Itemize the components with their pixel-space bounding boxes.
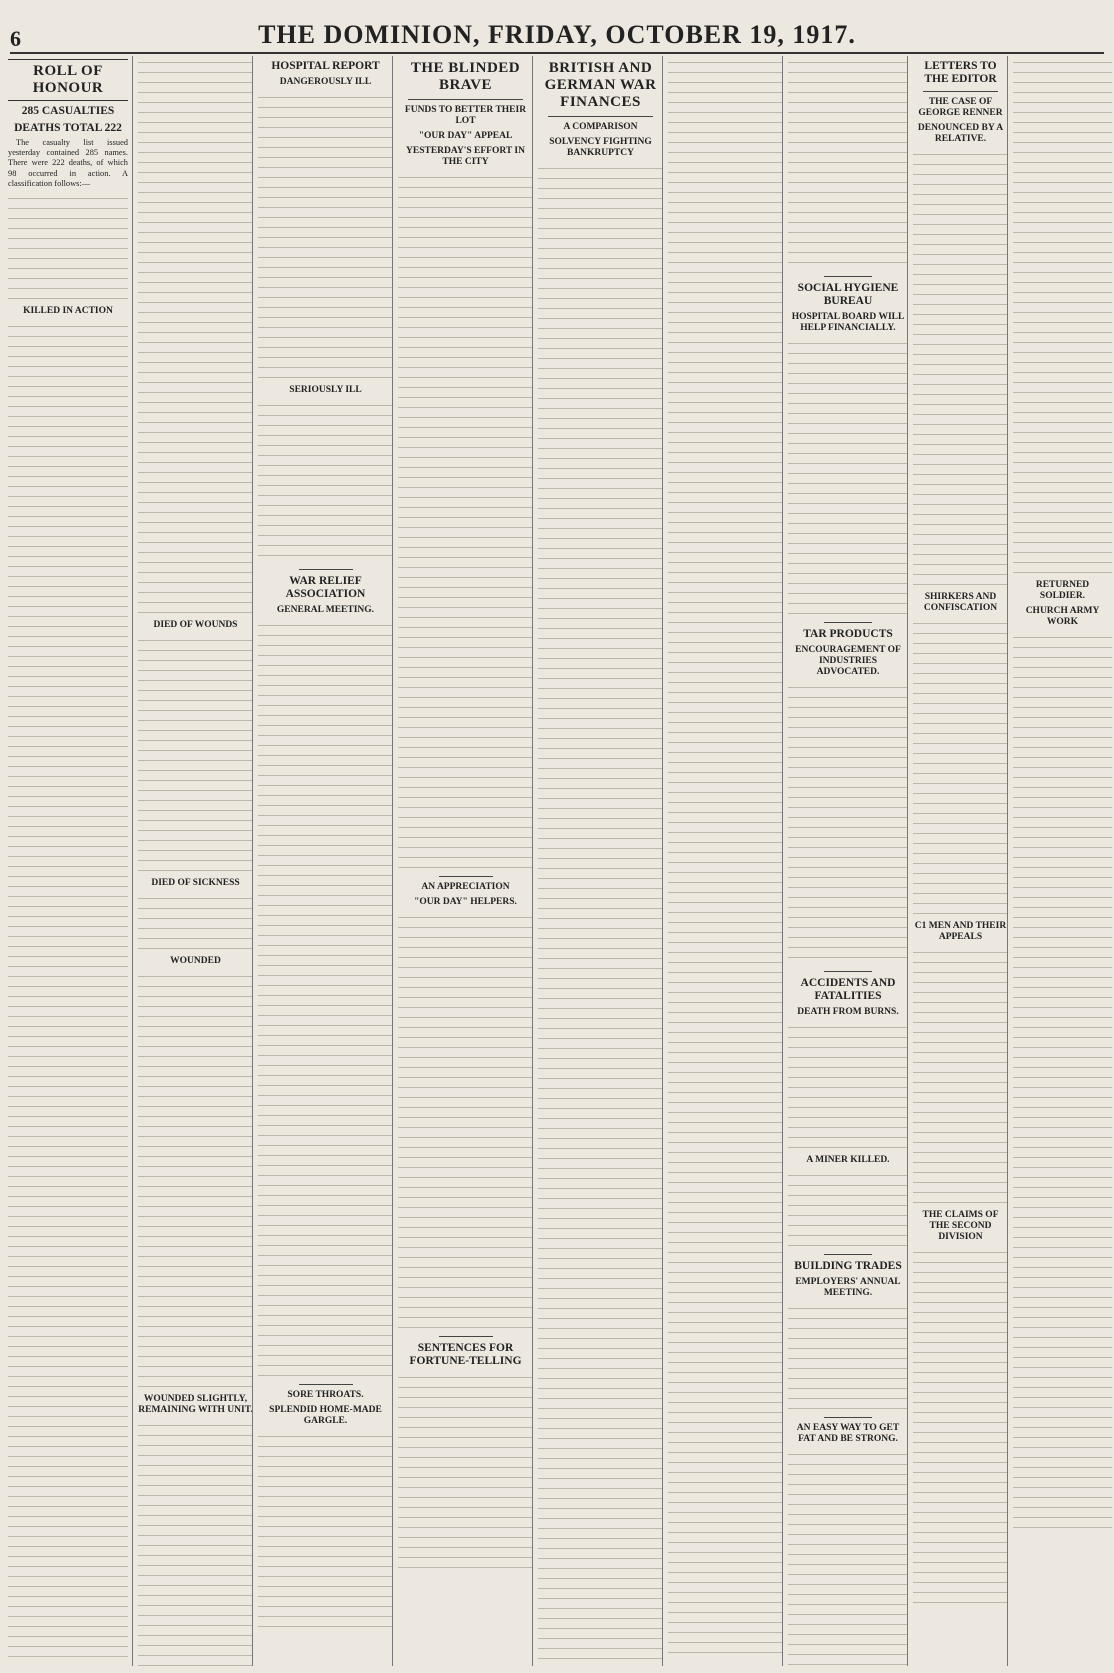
war-finances-heading: BRITISH AND GERMAN WAR FINANCES xyxy=(544,60,657,110)
hospital-list-text xyxy=(258,399,393,564)
second-division-heading: THE CLAIMS OF THE SECOND DIVISION xyxy=(922,1210,999,1242)
article-text xyxy=(668,56,783,1656)
column-war-finances xyxy=(532,56,663,1666)
renner-case-heading: THE CASE OF GEORGE RENNER xyxy=(918,97,1003,118)
article-text xyxy=(788,1448,908,1666)
casualty-list-text xyxy=(138,970,253,1390)
tar-products-subheading: ENCOURAGEMENT OF INDUSTRIES ADVOCATED. xyxy=(795,645,901,677)
masthead-title: THE DOMINION, FRIDAY, OCTOBER 19, 1917. xyxy=(258,20,856,49)
social-hygiene-subheading: HOSPITAL BOARD WILL HELP FINANCIALLY. xyxy=(791,312,905,333)
letters-heading: LETTERS TO THE EDITOR xyxy=(924,60,997,85)
column-finances-continued xyxy=(662,56,783,1666)
fortune-telling-heading: SENTENCES FOR FORTUNE-TELLING xyxy=(409,1342,522,1367)
shirkers-heading: SHIRKERS AND CONFISCATION xyxy=(923,592,998,613)
accidents-heading: ACCIDENTS AND FATALITIES xyxy=(800,977,896,1002)
casualty-list-text xyxy=(138,892,253,952)
hospital-report-heading: HOSPITAL REPORT xyxy=(271,60,380,72)
article-text xyxy=(788,1302,908,1412)
casualties-subheading: 285 CASUALTIES xyxy=(21,105,115,117)
column-letters xyxy=(907,56,1008,1666)
casualty-list-text xyxy=(138,634,253,874)
column-local-news xyxy=(782,56,908,1666)
classification-table xyxy=(8,192,128,302)
blinded-brave-heading: THE BLINDED BRAVE xyxy=(410,60,521,93)
solvency-subheading: SOLVENCY FIGHTING BANKRUPTCY xyxy=(549,137,652,158)
c1-men-heading: C1 MEN AND THEIR APPEALS xyxy=(914,921,1007,942)
article-text xyxy=(538,162,663,1666)
gargle-subheading: SPLENDID HOME-MADE GARGLE. xyxy=(269,1405,382,1426)
get-fat-heading: AN EASY WAY TO GET FAT AND BE STRONG. xyxy=(796,1423,900,1444)
general-meeting-subheading: GENERAL MEETING. xyxy=(276,605,375,615)
casualty-intro: The casualty list issued yesterday contained 285 names. There were 222 deaths, of which 98 occurred in action. A classification follows:— xyxy=(8,138,128,188)
article-text xyxy=(258,619,393,1379)
article-text xyxy=(788,56,908,271)
appreciation-heading: AN APPRECIATION xyxy=(421,882,510,892)
casualty-list-text xyxy=(138,56,253,616)
war-relief-heading: WAR RELIEF ASSOCIATION xyxy=(285,575,366,600)
building-trades-subheading: EMPLOYERS' ANNUAL MEETING. xyxy=(795,1277,901,1298)
sore-throats-heading: SORE THROATS. xyxy=(287,1390,364,1400)
died-of-wounds-heading: DIED OF WOUNDS xyxy=(153,620,238,630)
article-text xyxy=(398,1371,533,1571)
article-text xyxy=(788,1021,908,1151)
page-number: 6 xyxy=(10,26,21,51)
masthead xyxy=(10,8,1104,54)
letter-text xyxy=(913,946,1008,1206)
our-day-helpers-subheading: "OUR DAY" HELPERS. xyxy=(414,897,517,907)
letter-text xyxy=(1013,56,1112,576)
letter-text xyxy=(913,148,1008,588)
letter-text xyxy=(913,617,1008,917)
article-text xyxy=(258,1430,393,1630)
column-roll-of-honour xyxy=(8,56,128,1666)
church-army-heading: CHURCH ARMY WORK xyxy=(1025,606,1100,627)
article-text xyxy=(398,911,533,1331)
wounded-slightly-heading: WOUNDED SLIGHTLY, REMAINING WITH UNIT. xyxy=(138,1394,253,1415)
roll-of-honour-heading: ROLL OF HONOUR xyxy=(8,59,128,101)
tar-products-heading: TAR PRODUCTS xyxy=(803,628,893,640)
casualty-list-text xyxy=(8,320,128,1666)
article-text xyxy=(788,337,908,617)
hospital-list-text xyxy=(258,91,393,381)
yesterday-effort-subheading: YESTERDAY'S EFFORT IN THE CITY xyxy=(406,146,525,167)
article-text xyxy=(788,681,908,966)
death-burns-subheading: DEATH FROM BURNS. xyxy=(797,1007,899,1017)
casualty-list-text xyxy=(138,1419,253,1666)
column-hospital-report xyxy=(252,56,393,1666)
deaths-total-subheading: DEATHS TOTAL 222 xyxy=(14,122,122,134)
dangerously-ill-heading: DANGEROUSLY ILL xyxy=(279,77,372,87)
letter-text xyxy=(913,1246,1008,1606)
killed-in-action-heading: KILLED IN ACTION xyxy=(23,306,113,317)
column-blinded-brave xyxy=(392,56,533,1666)
wounded-heading: WOUNDED xyxy=(170,956,221,966)
miner-killed-subheading: A MINER KILLED. xyxy=(806,1155,890,1165)
letter-text xyxy=(1013,631,1112,1531)
died-of-sickness-heading: DIED OF SICKNESS xyxy=(151,878,240,888)
seriously-ill-heading: SERIOUSLY ILL xyxy=(289,385,362,395)
our-day-appeal-subheading: "OUR DAY" APPEAL xyxy=(418,131,513,141)
building-trades-heading: BUILDING TRADES xyxy=(794,1260,902,1272)
column-letters-continued xyxy=(1007,56,1112,1666)
returned-soldier-signature: RETURNED SOLDIER. xyxy=(1035,580,1090,601)
article-text xyxy=(398,171,533,871)
column-casualties-continued xyxy=(132,56,253,1666)
article-text xyxy=(788,1169,908,1249)
funds-subheading: FUNDS TO BETTER THEIR LOT xyxy=(404,105,527,126)
comparison-subheading: A COMPARISON xyxy=(563,122,638,132)
social-hygiene-heading: SOCIAL HYGIENE BUREAU xyxy=(797,282,899,307)
denounced-subheading: DENOUNCED BY A RELATIVE. xyxy=(917,123,1004,144)
